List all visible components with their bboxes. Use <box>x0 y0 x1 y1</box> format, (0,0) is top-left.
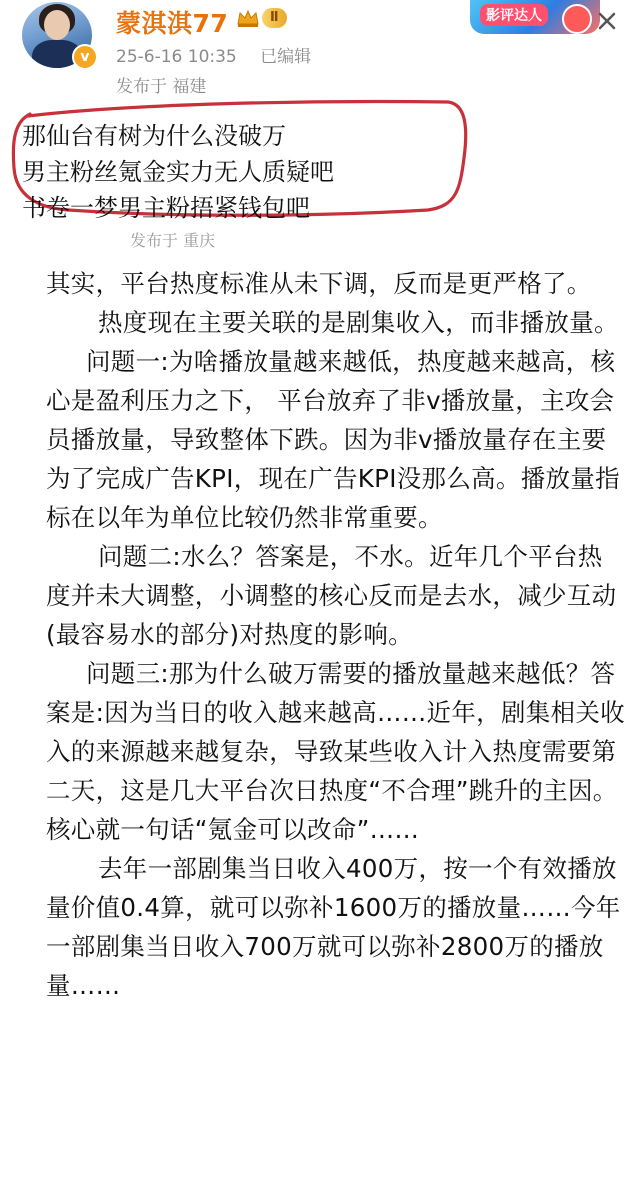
more-options-icon[interactable] <box>592 6 622 36</box>
quote-line-2: 男主粉丝氪金实力无人质疑吧 <box>22 158 334 186</box>
article-paragraph: 问题一:为啥播放量越来越低，热度越来越高，核心是盈利压力之下， 平台放弃了非v播放量，主攻会员播放量，导致整体下跌。因为非v播放量存在主要为了完成广告KPI，现在广告KPI没那么高。播放量指标在以年为单位比较仍然非常重要。 <box>46 347 620 532</box>
article-body <box>46 264 626 1005</box>
promo-badge[interactable] <box>470 0 600 34</box>
article-paragraph: 问题二:水么？答案是，不水。近年几个平台热度并未大调整，小调整的核心反而是去水，减少互动(最容易水的部分)对热度的影响。 <box>46 542 617 649</box>
article-paragraph: 其实，平台热度标准从未下调，反而是更严格了。 <box>46 269 592 298</box>
avatar-face-shape <box>44 10 70 40</box>
article-paragraph: 问题三:那为什么破万需要的播放量越来越低？答案是:因为当日的收入越来越高……近年，剧集相关收入的来源越来越复杂，导致某些收入计入热度需要第二天，这是几大平台次日热度“不合理”跳升的主因。核心就一句话“氪金可以改命”…… <box>46 659 625 844</box>
post-meta <box>116 42 311 67</box>
username[interactable]: 蒙淇淇77 <box>116 9 229 38</box>
article-paragraph: 热度现在主要关联的是剧集收入，而非播放量。 <box>98 308 619 337</box>
level-badge: Ⅱ <box>262 8 287 28</box>
post-timestamp: 25-6-16 10:35 <box>116 47 237 67</box>
edited-label: 已编辑 <box>260 47 312 67</box>
promo-label: 影评达人 <box>480 4 548 26</box>
article-paragraph: 去年一部剧集当日收入400万，按一个有效播放量价值0.4算，就可以弥补1600万的播放量……今年一部剧集当日收入700万就可以弥补2800万的播放量…… <box>46 854 621 1000</box>
quote-location: 发布于 重庆 <box>130 231 216 250</box>
verified-badge-icon: v <box>72 44 98 70</box>
quote-line-1: 那仙台有树为什么没破万 <box>22 122 286 150</box>
mascot-icon <box>562 4 592 34</box>
crown-icon <box>236 8 260 28</box>
post-location: 发布于 福建 <box>116 77 207 97</box>
quote-line-3: 书卷一梦男主粉捂紧钱包吧 <box>22 194 310 222</box>
